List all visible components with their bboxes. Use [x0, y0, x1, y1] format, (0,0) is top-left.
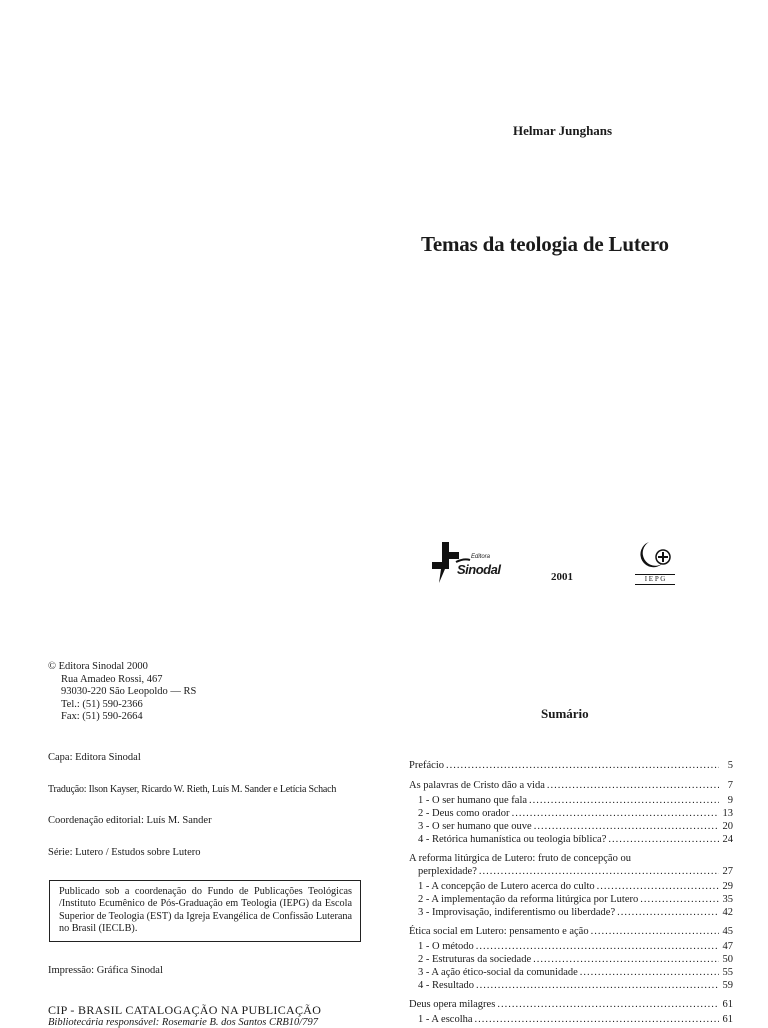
toc-entry	[418, 833, 733, 846]
toc-entry-label: 2 - A implementação da reforma litúrgica por Lutero	[418, 894, 639, 905]
toc-entry	[418, 979, 733, 992]
toc-entry	[418, 807, 733, 820]
toc-entry-label: Deus opera milagres	[409, 999, 496, 1010]
postal-line: 93030-220 São Leopoldo — RS	[61, 686, 197, 698]
book-title: Temas da teologia de Lutero	[421, 232, 669, 256]
toc-entry-label: 1 - O ser humano que fala	[418, 795, 528, 806]
toc-entry-page: 61	[722, 999, 733, 1010]
toc-entry	[418, 880, 733, 893]
copyright-block	[48, 661, 196, 724]
phone-line: Tel.: (51) 590-2366	[61, 698, 143, 710]
toc-entry-page: 35	[722, 894, 733, 905]
cip-heading: CIP - BRASIL CATALOGAÇÃO NA PUBLICAÇÃO	[48, 1003, 322, 1017]
cover-credit: Capa: Editora Sinodal	[48, 752, 141, 763]
toc-entry	[418, 966, 733, 979]
toc-entry-page: 5	[727, 760, 733, 771]
toc-entry-label: A reforma litúrgica de Lutero: fruto de concepção ou	[409, 853, 631, 864]
toc-entry-page: 42	[722, 907, 733, 918]
toc-entry-page: 20	[722, 821, 733, 832]
toc-entry	[409, 759, 733, 772]
copyright-line: © Editora Sinodal 2000	[48, 661, 148, 672]
toc-entry	[409, 998, 733, 1011]
toc-entry-label: 3 - O ser humano que ouve	[418, 821, 532, 832]
toc-entry-page: 55	[722, 967, 733, 978]
toc-entry	[418, 1013, 733, 1026]
toc-entry-page: 29	[722, 881, 733, 892]
toc-entry-label: 2 - Deus como orador	[418, 808, 510, 819]
translation-credit: Tradução: Ilson Kayser, Ricardo W. Rieth, Luís M. Sander e Letícia Schach	[48, 784, 337, 795]
toc-entry-page: 13	[722, 808, 733, 819]
cip-librarian: Bibliotecária responsável: Rosemarie B. dos Santos CRB10/797	[48, 1017, 318, 1028]
toc-entry-label: 1 - A escolha	[418, 1014, 473, 1025]
toc-entry	[409, 779, 733, 792]
publication-year: 2001	[551, 571, 573, 583]
toc-entry	[418, 820, 733, 833]
iepg-logo	[633, 539, 677, 587]
toc-entry-page: 9	[727, 795, 733, 806]
series-credit: Série: Lutero / Estudos sobre Lutero	[48, 847, 201, 858]
toc-entry-label: Ética social em Lutero: pensamento e ação	[409, 926, 589, 937]
publication-note-box: Publicado sob a coordenação do Fundo de Publicações Teológicas /Instituto Ecumênico de Pós-Graduação em Teologia (IEPG) da Escola Superior de Teologia (EST) da Igreja Evangélica de Confissão Luterana no Brasil (IECLB).	[49, 880, 361, 942]
author-name: Helmar Junghans	[513, 123, 613, 138]
toc-entry	[418, 893, 733, 906]
toc-entry-page: 61	[722, 1014, 733, 1025]
toc-entry-page: 50	[722, 954, 733, 965]
toc-entry-label: 4 - Resultado	[418, 980, 474, 991]
toc-entry-label: As palavras de Cristo dão a vida	[409, 780, 545, 791]
toc-entry-label: 3 - A ação ético-social da comunidade	[418, 967, 578, 978]
toc-entry	[418, 906, 733, 919]
iepg-logo-text: I E P G	[635, 574, 675, 585]
toc-entry-label: 4 - Retórica humanística ou teologia bíblica?	[418, 834, 607, 845]
toc-entry-page: 27	[722, 866, 733, 877]
editora-sinodal-logo	[430, 540, 510, 584]
toc-entry-page: 47	[722, 941, 733, 952]
toc-entry-page: 59	[722, 980, 733, 991]
toc-entry	[418, 940, 733, 953]
toc-entry	[418, 794, 733, 807]
toc-entry	[418, 865, 733, 878]
sinodal-logo-small-text: Editora	[471, 554, 491, 560]
address-line: Rua Amadeo Rossi, 467	[61, 673, 163, 685]
toc-entry-page: 7	[727, 780, 733, 791]
sinodal-logo-main-text: Sinodal	[457, 562, 501, 577]
toc-entry	[409, 925, 733, 938]
toc-entry-label: 3 - Improvisação, indiferentismo ou liberdade?	[418, 907, 616, 918]
fax-line: Fax: (51) 590-2664	[61, 711, 143, 723]
toc-entry	[418, 953, 733, 966]
toc-entry-page: 24	[722, 834, 733, 845]
toc-entry-label: Prefácio	[409, 760, 444, 771]
toc-entry-page: 45	[722, 926, 733, 937]
printing-credit: Impressão: Gráfica Sinodal	[48, 965, 163, 976]
editorial-coordination: Coordenação editorial: Luís M. Sander	[48, 815, 212, 826]
toc-entry-label: 1 - A concepção de Lutero acerca do culto	[418, 881, 595, 892]
toc-entry-label: perplexidade?	[418, 866, 477, 877]
toc-entry-label: 2 - Estruturas da sociedade	[418, 954, 532, 965]
toc-entry-label: 1 - O método	[418, 941, 474, 952]
toc-heading: Sumário	[541, 706, 589, 721]
